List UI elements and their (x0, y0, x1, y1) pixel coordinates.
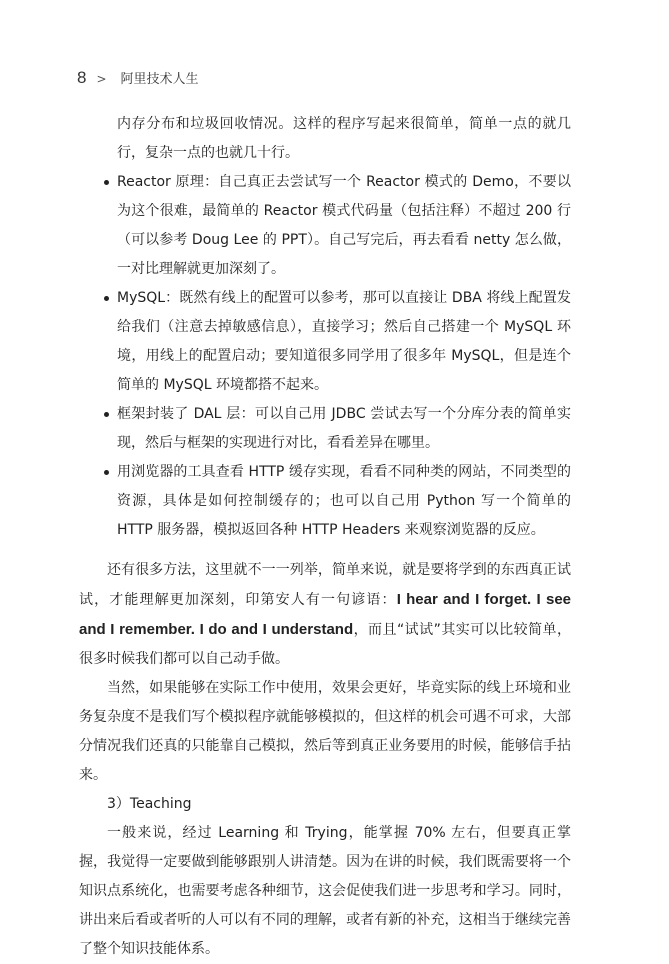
bullet-text: 框架封装了 DAL 层：可以自己用 JDBC 尝试去写一个分库分表的简单实现，然后与框架的实现进行对比，看看差异在哪里。 (117, 406, 571, 451)
bullet-item-http (79, 458, 571, 545)
bullet-item-reactor (79, 168, 571, 284)
page-number: 8 (77, 68, 87, 87)
section-heading: 3）Teaching (107, 796, 192, 812)
header-separator: > (96, 72, 107, 86)
paragraph-practice: 当然，如果能够在实际工作中使用，效果会更好，毕竟实际的线上环境和业务复杂度不是我们写个模拟程序就能够模拟的，但这样的机会可遇不可求，大部分情况我们还真的只能靠自己模拟，然后等到真正业务要用的时候，能够信手拈来。 (79, 680, 571, 783)
running-header (77, 68, 199, 88)
bullet-icon (104, 412, 109, 417)
paragraph-methods (79, 556, 571, 674)
bullet-text: 用浏览器的工具查看 HTTP 缓存实现，看看不同种类的网站，不同类型的资源，具体是如何控制缓存的；也可以自己用 Python 写一个简单的 HTTP 服务器，模拟返回各种 HTTP Headers 来观察浏览器的反应。 (117, 464, 571, 538)
bullet-icon (104, 470, 109, 475)
paragraph-text: ，而且“试试”其实可以比较简单，很多时候我们都可以自己动手做。 (79, 622, 571, 667)
bullet-text: MySQL：既然有线上的配置可以参考，那可以直接让 DBA 将线上配置发给我们（注意去掉敏感信息），直接学习；然后自己搭建一个 MySQL 环境，用线上的配置启动；要知道很多同学用了很多年 MySQL，但是连个简单的 MySQL 环境都搭不起来。 (117, 290, 571, 393)
paragraph-text: 还有很多方法，这里就不一一列举，简单来说，就是要将学到的东西真正试试，才能理解更加深刻，印第安人有一句谚语： (79, 562, 571, 608)
continuation-paragraph: 内存分布和垃圾回收情况。这样的程序写起来很简单，简单一点的就几行，复杂一点的也就几十行。 (117, 116, 571, 161)
bullet-icon (104, 296, 109, 301)
bullet-text: Reactor 原理：自己真正去尝试写一个 Reactor 模式的 Demo，不要以为这个很难，最简单的 Reactor 模式代码量（包括注释）不超过 200 行（可以参考 Doug Lee 的 PPT）。自己写完后，再去看看 netty 怎么做，一对比理解就更加深刻了。 (117, 174, 571, 277)
book-title: 阿里技术人生 (120, 72, 199, 87)
proverb-quote: I hear and I forget. I see and I remember. I do and I understand (79, 591, 572, 638)
bullet-icon (104, 180, 109, 185)
bullet-item-dal (79, 400, 571, 458)
body-text (79, 110, 571, 964)
bullet-item-mysql (79, 284, 571, 400)
bullet-list (79, 168, 571, 545)
paragraph-teaching: 一般来说，经过 Learning 和 Trying，能掌握 70% 左右，但要真正掌握，我觉得一定要做到能够跟别人讲清楚。因为在讲的时候，我们既需要将一个知识点系统化，也需要考虑各种细节，这会促使我们进一步思考和学习。同时，讲出来后看或者听的人可以有不同的理解，或者有新的补充，这相当于继续完善了整个知识技能体系。 (79, 825, 571, 957)
